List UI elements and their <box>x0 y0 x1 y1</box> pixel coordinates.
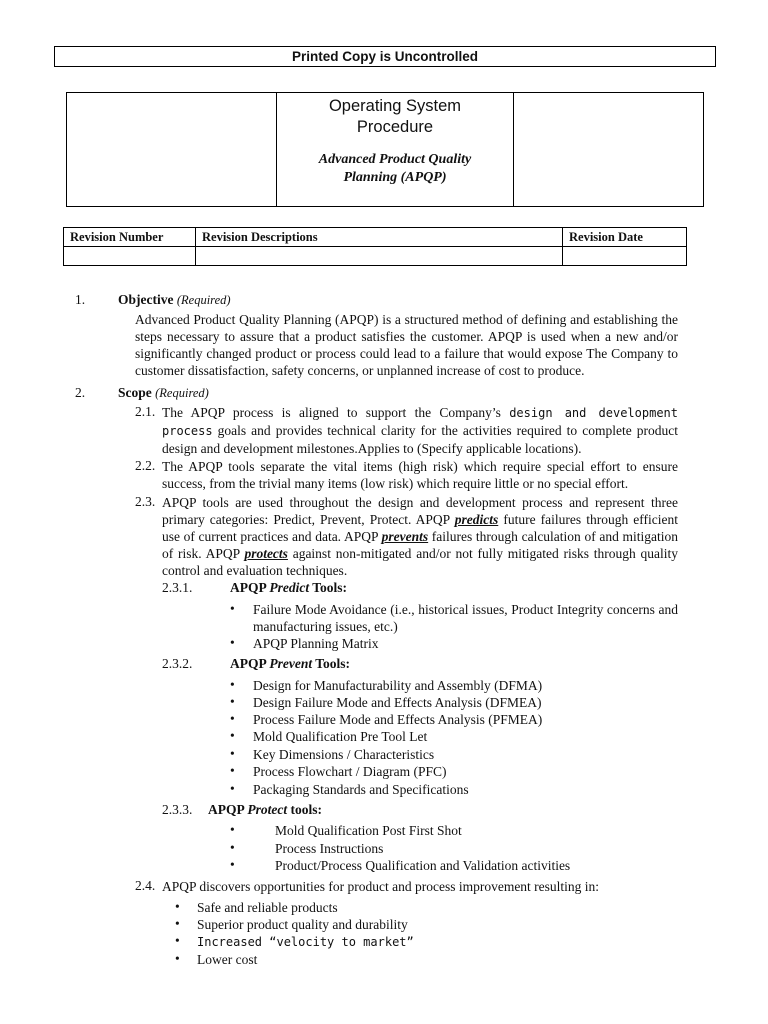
section-1-number: 1. <box>75 292 86 307</box>
item-2-4-number: 2.4. <box>135 878 156 893</box>
revision-date-header: Revision Date <box>563 228 687 247</box>
prevent-tool-item: Key Dimensions / Characteristics <box>253 747 435 762</box>
bullet-marker: • <box>230 746 235 761</box>
item-2-3-number: 2.3. <box>135 494 156 509</box>
bullet-marker: • <box>230 635 235 650</box>
item-2-3-1-number: 2.3.1. <box>162 580 193 595</box>
item-2-4-text: APQP discovers opportunities for product and process improvement resulting in: <box>162 879 600 894</box>
bullet-marker: • <box>175 951 180 966</box>
revision-number-header: Revision Number <box>64 228 196 247</box>
bullet-marker: • <box>230 822 235 837</box>
bullet-marker: • <box>230 728 235 743</box>
revision-descriptions-cell <box>196 247 563 266</box>
prevent-tool-item: Packaging Standards and Specifications <box>253 782 469 797</box>
bullet-marker: • <box>175 899 180 914</box>
item-2-2-number: 2.2. <box>135 458 156 473</box>
improvement-item: Increased “velocity to market” <box>197 935 414 949</box>
item-2-1-number: 2.1. <box>135 404 156 419</box>
bullet-marker: • <box>230 601 235 616</box>
predict-tool-item: Failure Mode Avoidance (i.e., historical issues, Product Integrity concerns and manufacturing issues, etc.) <box>253 602 678 634</box>
prevent-tool-item: Process Failure Mode and Effects Analysis (PFMEA) <box>253 712 543 727</box>
item-2-3-3-number: 2.3.3. <box>162 802 193 817</box>
revision-date-cell <box>563 247 687 266</box>
prevent-tool-item: Design for Manufacturability and Assembly (DFMA) <box>253 678 543 693</box>
logo-cell <box>67 93 277 206</box>
item-2-3-2-number: 2.3.2. <box>162 656 193 671</box>
bullet-marker: • <box>230 857 235 872</box>
bullet-marker: • <box>230 711 235 726</box>
prevent-tool-item: Process Flowchart / Diagram (PFC) <box>253 764 447 779</box>
procedure-title: Operating System Procedure <box>328 97 462 136</box>
bullet-marker: • <box>175 916 180 931</box>
protect-tool-item: Process Instructions <box>275 841 384 856</box>
bullet-marker: • <box>230 763 235 778</box>
revision-number-cell <box>64 247 196 266</box>
objective-text: Advanced Product Quality Planning (APQP) is a structured method of defining and establishing the steps necessary to assure that a product satisfies the customer. APQP is used when a new and/or significantly changed product or process could lead to a failure that would expose The Company to customer dissatisfaction, safety concerns, or unplanned increase of cost to produce. <box>135 312 678 378</box>
protect-tool-item: Mold Qualification Post First Shot <box>275 823 462 838</box>
bullet-marker: • <box>230 781 235 796</box>
prevent-tool-item: Mold Qualification Pre Tool Let <box>253 729 428 744</box>
section-2-heading: Scope (Required) <box>118 385 209 400</box>
procedure-header-table <box>66 92 704 207</box>
bullet-marker: • <box>230 677 235 692</box>
bullet-marker: • <box>230 840 235 855</box>
uncontrolled-copy-banner: Printed Copy is Uncontrolled <box>54 46 716 67</box>
document-info-cell <box>514 93 703 206</box>
item-2-3-text: APQP tools are used throughout the design and development process and represent three primary categories: Predict, Prevent, Protect. APQP predicts future failures through efficient use of current practices and data. APQP prevents failures through calculation of and mitigation of risk. APQP protects against non-mitigated and/or not fully mitigated risks through quality control and evaluation techniques. <box>162 495 678 578</box>
revision-table <box>63 227 687 266</box>
item-2-2-text: The APQP tools separate the vital items (high risk) which require special effort to ensure success, from the trivial many items (low risk) which require little or no special effort. <box>162 459 678 491</box>
improvement-item: Safe and reliable products <box>197 900 338 915</box>
bullet-marker: • <box>175 933 180 948</box>
predict-tool-item: APQP Planning Matrix <box>253 636 379 651</box>
procedure-subtitle: Advanced Product Quality Planning (APQP) <box>318 152 472 185</box>
improvement-item: Lower cost <box>197 952 258 967</box>
protect-tools-heading: APQP Protect tools: <box>208 802 322 817</box>
bullet-marker: • <box>230 694 235 709</box>
prevent-tools-heading: APQP Prevent Tools: <box>230 656 351 671</box>
prevent-tool-item: Design Failure Mode and Effects Analysis (DFMEA) <box>253 695 542 710</box>
predict-tools-heading: APQP Predict Tools: <box>230 580 348 595</box>
section-1-heading: Objective (Required) <box>118 292 231 307</box>
item-2-1-text: The APQP process is aligned to support the Company’s design and development process goals and provides technical clarity for the activities required to complete product design and development milestones.Applies to (Specify applicable locations). <box>162 405 678 456</box>
title-cell <box>277 93 514 206</box>
improvement-item: Superior product quality and durability <box>197 917 408 932</box>
section-2-number: 2. <box>75 385 86 400</box>
revision-descriptions-header: Revision Descriptions <box>196 228 563 247</box>
protect-tool-item: Product/Process Qualification and Validation activities <box>275 858 571 873</box>
